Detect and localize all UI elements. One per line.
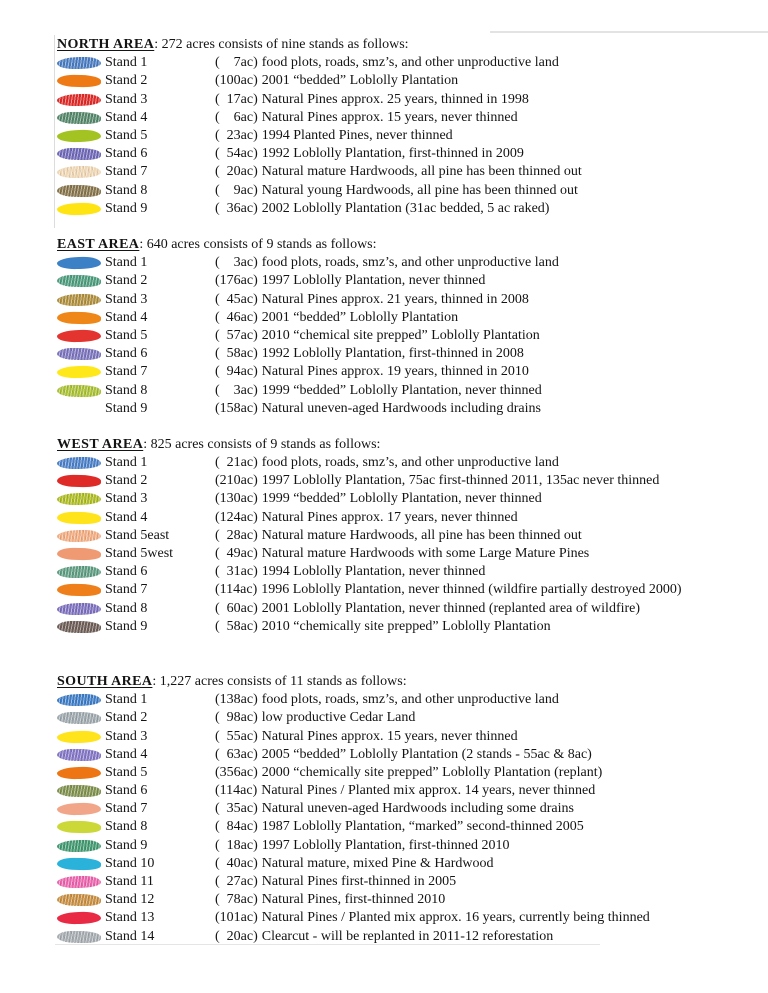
- stand-label: Stand 3: [105, 91, 148, 107]
- stand-label: Stand 3: [105, 291, 148, 307]
- stand-row: [57, 254, 758, 272]
- stand-row: [57, 928, 758, 946]
- swatch-cell: [57, 148, 105, 160]
- highlighter-swatch-icon-orange: [57, 311, 101, 324]
- highlighter-swatch-icon-yellow-green: [57, 130, 101, 143]
- stand-label: Stand 8: [105, 382, 148, 398]
- stand-inventory-list: [57, 36, 758, 946]
- stand-label: Stand 13: [105, 910, 155, 926]
- stand-description: food plots, roads, smz’s, and other unproductive land: [261, 255, 559, 271]
- stand-row: [57, 363, 758, 381]
- stand-label: Stand 3: [105, 491, 148, 507]
- stand-label: Stand 5: [105, 764, 148, 780]
- stand-row: [57, 909, 758, 927]
- highlighter-swatch-icon-tan: [57, 894, 101, 907]
- stand-label: Stand 2: [105, 473, 148, 489]
- stand-label: Stand 4: [105, 509, 148, 525]
- swatch-cell: [57, 275, 105, 287]
- swatch-cell: [57, 257, 105, 269]
- stand-row: [57, 855, 758, 873]
- stand-description: 1999 “bedded” Loblolly Plantation, never thinned: [261, 491, 542, 507]
- stand-row: [57, 782, 758, 800]
- area-header: [57, 436, 758, 454]
- stand-row: [57, 618, 758, 636]
- stand-label: Stand 1: [105, 455, 148, 471]
- stand-acreage: (176ac): [215, 273, 258, 289]
- stand-label: Stand 7: [105, 364, 148, 380]
- stand-acreage: ( 78ac): [215, 892, 258, 908]
- stand-acreage: (356ac): [215, 764, 258, 780]
- stand-description: Natural Pines approx. 17 years, never thinned: [261, 509, 518, 525]
- highlighter-swatch-icon-sea-green: [57, 566, 101, 579]
- swatch-cell: [57, 75, 105, 87]
- highlighter-swatch-icon-gray: [57, 930, 101, 943]
- stand-label: Stand 2: [105, 73, 148, 89]
- stand-acreage: ( 20ac): [215, 928, 258, 944]
- stand-label: Stand 5west: [105, 546, 174, 562]
- stand-row: [57, 182, 758, 200]
- swatch-cell: [57, 912, 105, 924]
- stand-row: [57, 800, 758, 818]
- stand-description: Natural mature Hardwoods, all pine has been thinned out: [261, 164, 582, 180]
- highlighter-swatch-icon-sea-green: [57, 839, 101, 852]
- stand-label: Stand 6: [105, 346, 148, 362]
- swatch-cell: [57, 876, 105, 888]
- highlighter-swatch-icon-sea-green: [57, 275, 101, 288]
- area-title: WEST AREA: [57, 436, 144, 452]
- highlighter-swatch-icon-light-salmon: [57, 529, 101, 542]
- area-header: [57, 673, 758, 691]
- stand-label: Stand 4: [105, 109, 148, 125]
- stand-acreage: (138ac): [215, 692, 258, 708]
- stand-acreage: ( 27ac): [215, 874, 258, 890]
- stand-label: Stand 1: [105, 255, 148, 271]
- stand-acreage: ( 20ac): [215, 164, 258, 180]
- highlighter-swatch-icon-dark-green: [57, 111, 101, 124]
- stand-label: Stand 7: [105, 801, 148, 817]
- stand-label: Stand 5: [105, 327, 148, 343]
- swatch-cell: [57, 803, 105, 815]
- stand-label: Stand 6: [105, 783, 148, 799]
- stand-description: 2001 Loblolly Plantation, never thinned (replanted area of wildfire): [261, 600, 641, 616]
- stand-description: Natural Pines first-thinned in 2005: [261, 874, 457, 890]
- stand-description: 1994 Loblolly Plantation, never thinned: [261, 564, 486, 580]
- stand-row: [57, 381, 758, 399]
- stand-acreage: ( 17ac): [215, 91, 258, 107]
- stand-row: [57, 746, 758, 764]
- stand-label: Stand 9: [105, 400, 148, 416]
- swatch-cell: [57, 366, 105, 378]
- stand-acreage: (130ac): [215, 491, 258, 507]
- stand-label: Stand 9: [105, 837, 148, 853]
- stand-acreage: ( 3ac): [215, 382, 258, 398]
- swatch-cell: [57, 603, 105, 615]
- stand-row: [57, 54, 758, 72]
- highlighter-swatch-icon-blue: [57, 694, 101, 707]
- stand-row: [57, 454, 758, 472]
- swatch-cell: [57, 694, 105, 706]
- stand-description: Natural mature Hardwoods with some Large Mature Pines: [261, 546, 590, 562]
- swatch-cell: [57, 112, 105, 124]
- area-header: [57, 236, 758, 254]
- stand-row: [57, 599, 758, 617]
- stand-row: [57, 327, 758, 345]
- stand-description: 1987 Loblolly Plantation, “marked” second-thinned 2005: [261, 819, 584, 835]
- swatch-cell: [57, 385, 105, 397]
- stand-description: 1992 Loblolly Plantation, first-thinned in 2009: [261, 146, 524, 162]
- stand-row: [57, 309, 758, 327]
- stand-description: 1997 Loblolly Plantation, first-thinned 2010: [261, 837, 510, 853]
- stand-description: Natural mature, mixed Pine & Hardwood: [261, 855, 494, 871]
- stand-label: Stand 10: [105, 855, 155, 871]
- stand-row: [57, 290, 758, 308]
- swatch-cell: [57, 457, 105, 469]
- stand-row: [57, 891, 758, 909]
- highlighter-swatch-icon-gray-brown: [57, 620, 101, 633]
- stand-acreage: ( 63ac): [215, 746, 258, 762]
- swatch-cell: [57, 584, 105, 596]
- stand-description: Natural Pines approx. 21 years, thinned in 2008: [261, 291, 529, 307]
- stand-description: 1997 Loblolly Plantation, 75ac first-thinned 2011, 135ac never thinned: [261, 473, 660, 489]
- stand-acreage: ( 49ac): [215, 546, 258, 562]
- highlighter-swatch-icon-dark-gold: [57, 293, 101, 306]
- highlighter-swatch-icon-light-peach: [57, 166, 101, 179]
- highlighter-swatch-icon-purple: [57, 748, 101, 761]
- stand-acreage: (101ac): [215, 910, 258, 926]
- highlighter-swatch-icon-brown: [57, 184, 101, 197]
- area-section: [57, 673, 758, 946]
- swatch-cell: [57, 185, 105, 197]
- stand-row: [57, 709, 758, 727]
- area-summary: : 1,227 acres consists of 11 stands as follows:: [152, 673, 407, 689]
- swatch-cell: [57, 294, 105, 306]
- stand-acreage: ( 94ac): [215, 364, 258, 380]
- stand-acreage: ( 18ac): [215, 837, 258, 853]
- stand-acreage: ( 9ac): [215, 182, 258, 198]
- highlighter-swatch-icon-pink: [57, 876, 101, 889]
- highlighter-swatch-icon-red: [57, 475, 101, 488]
- stand-acreage: ( 55ac): [215, 728, 258, 744]
- stand-description: food plots, roads, smz’s, and other unproductive land: [261, 692, 559, 708]
- stand-description: low productive Cedar Land: [261, 710, 416, 726]
- highlighter-swatch-icon-yellow-green: [57, 821, 101, 834]
- stand-row: [57, 72, 758, 90]
- stand-label: Stand 4: [105, 309, 148, 325]
- stand-acreage: ( 28ac): [215, 527, 258, 543]
- stand-label: Stand 14: [105, 928, 155, 944]
- area-title: EAST AREA: [57, 236, 140, 252]
- highlighter-swatch-icon-yellow-green: [57, 493, 101, 506]
- stand-rows: [57, 691, 758, 946]
- stand-label: Stand 3: [105, 728, 148, 744]
- highlighter-swatch-icon-gray: [57, 712, 101, 725]
- swatch-cell: [57, 166, 105, 178]
- stand-acreage: ( 84ac): [215, 819, 258, 835]
- stand-acreage: ( 35ac): [215, 801, 258, 817]
- highlighter-swatch-icon-orange: [57, 584, 101, 597]
- stand-row: [57, 873, 758, 891]
- stand-row: [57, 545, 758, 563]
- stand-rows: [57, 454, 758, 636]
- scan-artifact-top-line: [490, 31, 768, 33]
- stand-description: 2002 Loblolly Plantation (31ac bedded, 5 ac raked): [261, 200, 550, 216]
- stand-acreage: ( 36ac): [215, 200, 258, 216]
- stand-row: [57, 490, 758, 508]
- swatch-cell: [57, 530, 105, 542]
- swatch-cell: [57, 330, 105, 342]
- stand-row: [57, 764, 758, 782]
- stand-description: Natural Pines / Planted mix approx. 16 years, currently being thinned: [261, 910, 650, 926]
- stand-rows: [57, 54, 758, 218]
- stand-label: Stand 12: [105, 892, 155, 908]
- stand-row: [57, 127, 758, 145]
- stand-row: [57, 818, 758, 836]
- stand-row: [57, 581, 758, 599]
- highlighter-swatch-icon-purple: [57, 602, 101, 615]
- stand-row: [57, 727, 758, 745]
- stand-row: [57, 509, 758, 527]
- stand-label: Stand 4: [105, 746, 148, 762]
- stand-label: Stand 9: [105, 618, 148, 634]
- stand-label: Stand 5east: [105, 527, 170, 543]
- highlighter-swatch-icon-orange: [57, 75, 101, 88]
- stand-row: [57, 400, 758, 418]
- stand-label: Stand 2: [105, 273, 148, 289]
- area-section: [57, 436, 758, 636]
- stand-description: 1999 “bedded” Loblolly Plantation, never thinned: [261, 382, 542, 398]
- stand-description: 2001 “bedded” Loblolly Plantation: [261, 73, 459, 89]
- swatch-cell: [57, 858, 105, 870]
- stand-description: 2010 “chemical site prepped” Loblolly Plantation: [261, 327, 540, 343]
- highlighter-swatch-icon-yellow: [57, 202, 101, 215]
- swatch-cell: [57, 840, 105, 852]
- stand-row: [57, 691, 758, 709]
- swatch-cell: [57, 731, 105, 743]
- stand-label: Stand 11: [105, 874, 154, 890]
- stand-acreage: ( 57ac): [215, 327, 258, 343]
- area-header: [57, 36, 758, 54]
- stand-label: Stand 8: [105, 600, 148, 616]
- stand-label: Stand 1: [105, 55, 148, 71]
- highlighter-swatch-icon-olive-green: [57, 785, 101, 798]
- stand-description: Natural Pines approx. 25 years, thinned in 1998: [261, 91, 529, 107]
- stand-description: Natural Pines approx. 19 years, thinned in 2010: [261, 364, 529, 380]
- swatch-cell: [57, 348, 105, 360]
- stand-acreage: (210ac): [215, 473, 258, 489]
- highlighter-swatch-icon-salmon: [57, 548, 101, 561]
- stand-acreage: ( 45ac): [215, 291, 258, 307]
- stand-description: Natural Pines approx. 15 years, never thinned: [261, 109, 518, 125]
- highlighter-swatch-icon-red: [57, 329, 101, 342]
- swatch-cell: [57, 548, 105, 560]
- stand-row: [57, 527, 758, 545]
- stand-acreage: ( 31ac): [215, 564, 258, 580]
- stand-description: Natural Pines, first-thinned 2010: [261, 892, 446, 908]
- stand-row: [57, 472, 758, 490]
- swatch-cell: [57, 767, 105, 779]
- stand-acreage: (114ac): [215, 783, 258, 799]
- stand-acreage: ( 23ac): [215, 128, 258, 144]
- stand-row: [57, 200, 758, 218]
- stand-description: Natural mature Hardwoods, all pine has been thinned out: [261, 527, 582, 543]
- scan-artifact-vertical-line: [54, 35, 55, 228]
- swatch-cell: [57, 621, 105, 633]
- highlighter-swatch-icon-red: [57, 912, 101, 925]
- highlighter-swatch-icon-cyan: [57, 857, 101, 870]
- stand-row: [57, 837, 758, 855]
- highlighter-swatch-icon-yellow-green: [57, 384, 101, 397]
- stand-rows: [57, 254, 758, 418]
- stand-acreage: ( 7ac): [215, 55, 258, 71]
- stand-description: food plots, roads, smz’s, and other unproductive land: [261, 55, 559, 71]
- stand-description: 2001 “bedded” Loblolly Plantation: [261, 309, 459, 325]
- stand-label: Stand 2: [105, 710, 148, 726]
- stand-acreage: ( 3ac): [215, 255, 258, 271]
- highlighter-swatch-icon-yellow: [57, 366, 101, 379]
- highlighter-swatch-icon-purple: [57, 148, 101, 161]
- swatch-cell: [57, 749, 105, 761]
- stand-label: Stand 9: [105, 200, 148, 216]
- stand-acreage: ( 60ac): [215, 600, 258, 616]
- stand-description: 2010 “chemically site prepped” Loblolly Plantation: [261, 618, 551, 634]
- stand-description: 1996 Loblolly Plantation, never thinned (wildfire partially destroyed 2000): [261, 582, 682, 598]
- highlighter-swatch-icon-yellow: [57, 511, 101, 524]
- stand-acreage: ( 46ac): [215, 309, 258, 325]
- stand-row: [57, 91, 758, 109]
- swatch-cell: [57, 203, 105, 215]
- highlighter-swatch-icon-blue: [57, 257, 101, 270]
- highlighter-swatch-icon-purple: [57, 348, 101, 361]
- swatch-cell: [57, 785, 105, 797]
- stand-acreage: ( 98ac): [215, 710, 258, 726]
- stand-label: Stand 7: [105, 582, 148, 598]
- stand-acreage: ( 40ac): [215, 855, 258, 871]
- highlighter-swatch-icon-orange: [57, 766, 101, 779]
- area-section: [57, 36, 758, 218]
- stand-acreage: ( 54ac): [215, 146, 258, 162]
- stand-acreage: ( 6ac): [215, 109, 258, 125]
- stand-description: Natural Pines / Planted mix approx. 14 years, never thinned: [261, 783, 596, 799]
- stand-acreage: (124ac): [215, 509, 258, 525]
- highlighter-swatch-icon-red: [57, 93, 101, 106]
- stand-row: [57, 145, 758, 163]
- area-summary: : 640 acres consists of 9 stands as follows:: [139, 236, 377, 252]
- highlighter-swatch-icon-blue: [57, 457, 101, 470]
- stand-description: 2005 “bedded” Loblolly Plantation (2 stands - 55ac & 8ac): [261, 746, 592, 762]
- stand-description: Clearcut - will be replanted in 2011-12 reforestation: [261, 928, 554, 944]
- area-title: SOUTH AREA: [57, 673, 153, 689]
- area-title: NORTH AREA: [57, 37, 155, 52]
- stand-acreage: (100ac): [215, 73, 258, 89]
- stand-description: Natural young Hardwoods, all pine has been thinned out: [261, 182, 578, 198]
- highlighter-swatch-icon-yellow: [57, 730, 101, 743]
- stand-row: [57, 109, 758, 127]
- area-summary: : 825 acres consists of 9 stands as follows:: [143, 436, 381, 452]
- swatch-cell: [57, 57, 105, 69]
- stand-label: Stand 8: [105, 182, 148, 198]
- stand-label: Stand 7: [105, 164, 148, 180]
- swatch-cell: [57, 94, 105, 106]
- swatch-cell: [57, 312, 105, 324]
- stand-description: Natural uneven-aged Hardwoods including drains: [261, 400, 541, 416]
- stand-description: Natural uneven-aged Hardwoods including some drains: [261, 801, 574, 817]
- swatch-cell: [57, 475, 105, 487]
- area-section: [57, 236, 758, 418]
- swatch-cell: [57, 130, 105, 142]
- stand-acreage: (158ac): [215, 400, 258, 416]
- stand-label: Stand 1: [105, 692, 148, 708]
- stand-acreage: ( 21ac): [215, 455, 258, 471]
- stand-description: food plots, roads, smz’s, and other unproductive land: [261, 455, 559, 471]
- swatch-cell: [57, 493, 105, 505]
- stand-description: 1994 Planted Pines, never thinned: [261, 128, 453, 144]
- area-summary: : 272 acres consists of nine stands as follows:: [154, 37, 409, 52]
- swatch-cell: [57, 403, 105, 415]
- highlighter-swatch-icon-salmon: [57, 803, 101, 816]
- swatch-cell: [57, 566, 105, 578]
- stand-label: Stand 5: [105, 128, 148, 144]
- stand-row: [57, 272, 758, 290]
- highlighter-swatch-icon-blue: [57, 57, 101, 70]
- stand-description: 1992 Loblolly Plantation, first-thinned in 2008: [261, 346, 524, 362]
- swatch-cell: [57, 931, 105, 943]
- swatch-cell: [57, 712, 105, 724]
- stand-description: 2000 “chemically site prepped” Loblolly Plantation (replant): [261, 764, 603, 780]
- swatch-cell: [57, 821, 105, 833]
- stand-acreage: ( 58ac): [215, 618, 258, 634]
- stand-description: 1997 Loblolly Plantation, never thinned: [261, 273, 486, 289]
- stand-label: Stand 6: [105, 146, 148, 162]
- swatch-cell: [57, 894, 105, 906]
- stand-description: Natural Pines approx. 15 years, never thinned: [261, 728, 518, 744]
- stand-label: Stand 8: [105, 819, 148, 835]
- stand-label: Stand 6: [105, 564, 148, 580]
- stand-acreage: (114ac): [215, 582, 258, 598]
- stand-row: [57, 563, 758, 581]
- stand-acreage: ( 58ac): [215, 346, 258, 362]
- swatch-cell: [57, 512, 105, 524]
- stand-row: [57, 345, 758, 363]
- stand-row: [57, 163, 758, 181]
